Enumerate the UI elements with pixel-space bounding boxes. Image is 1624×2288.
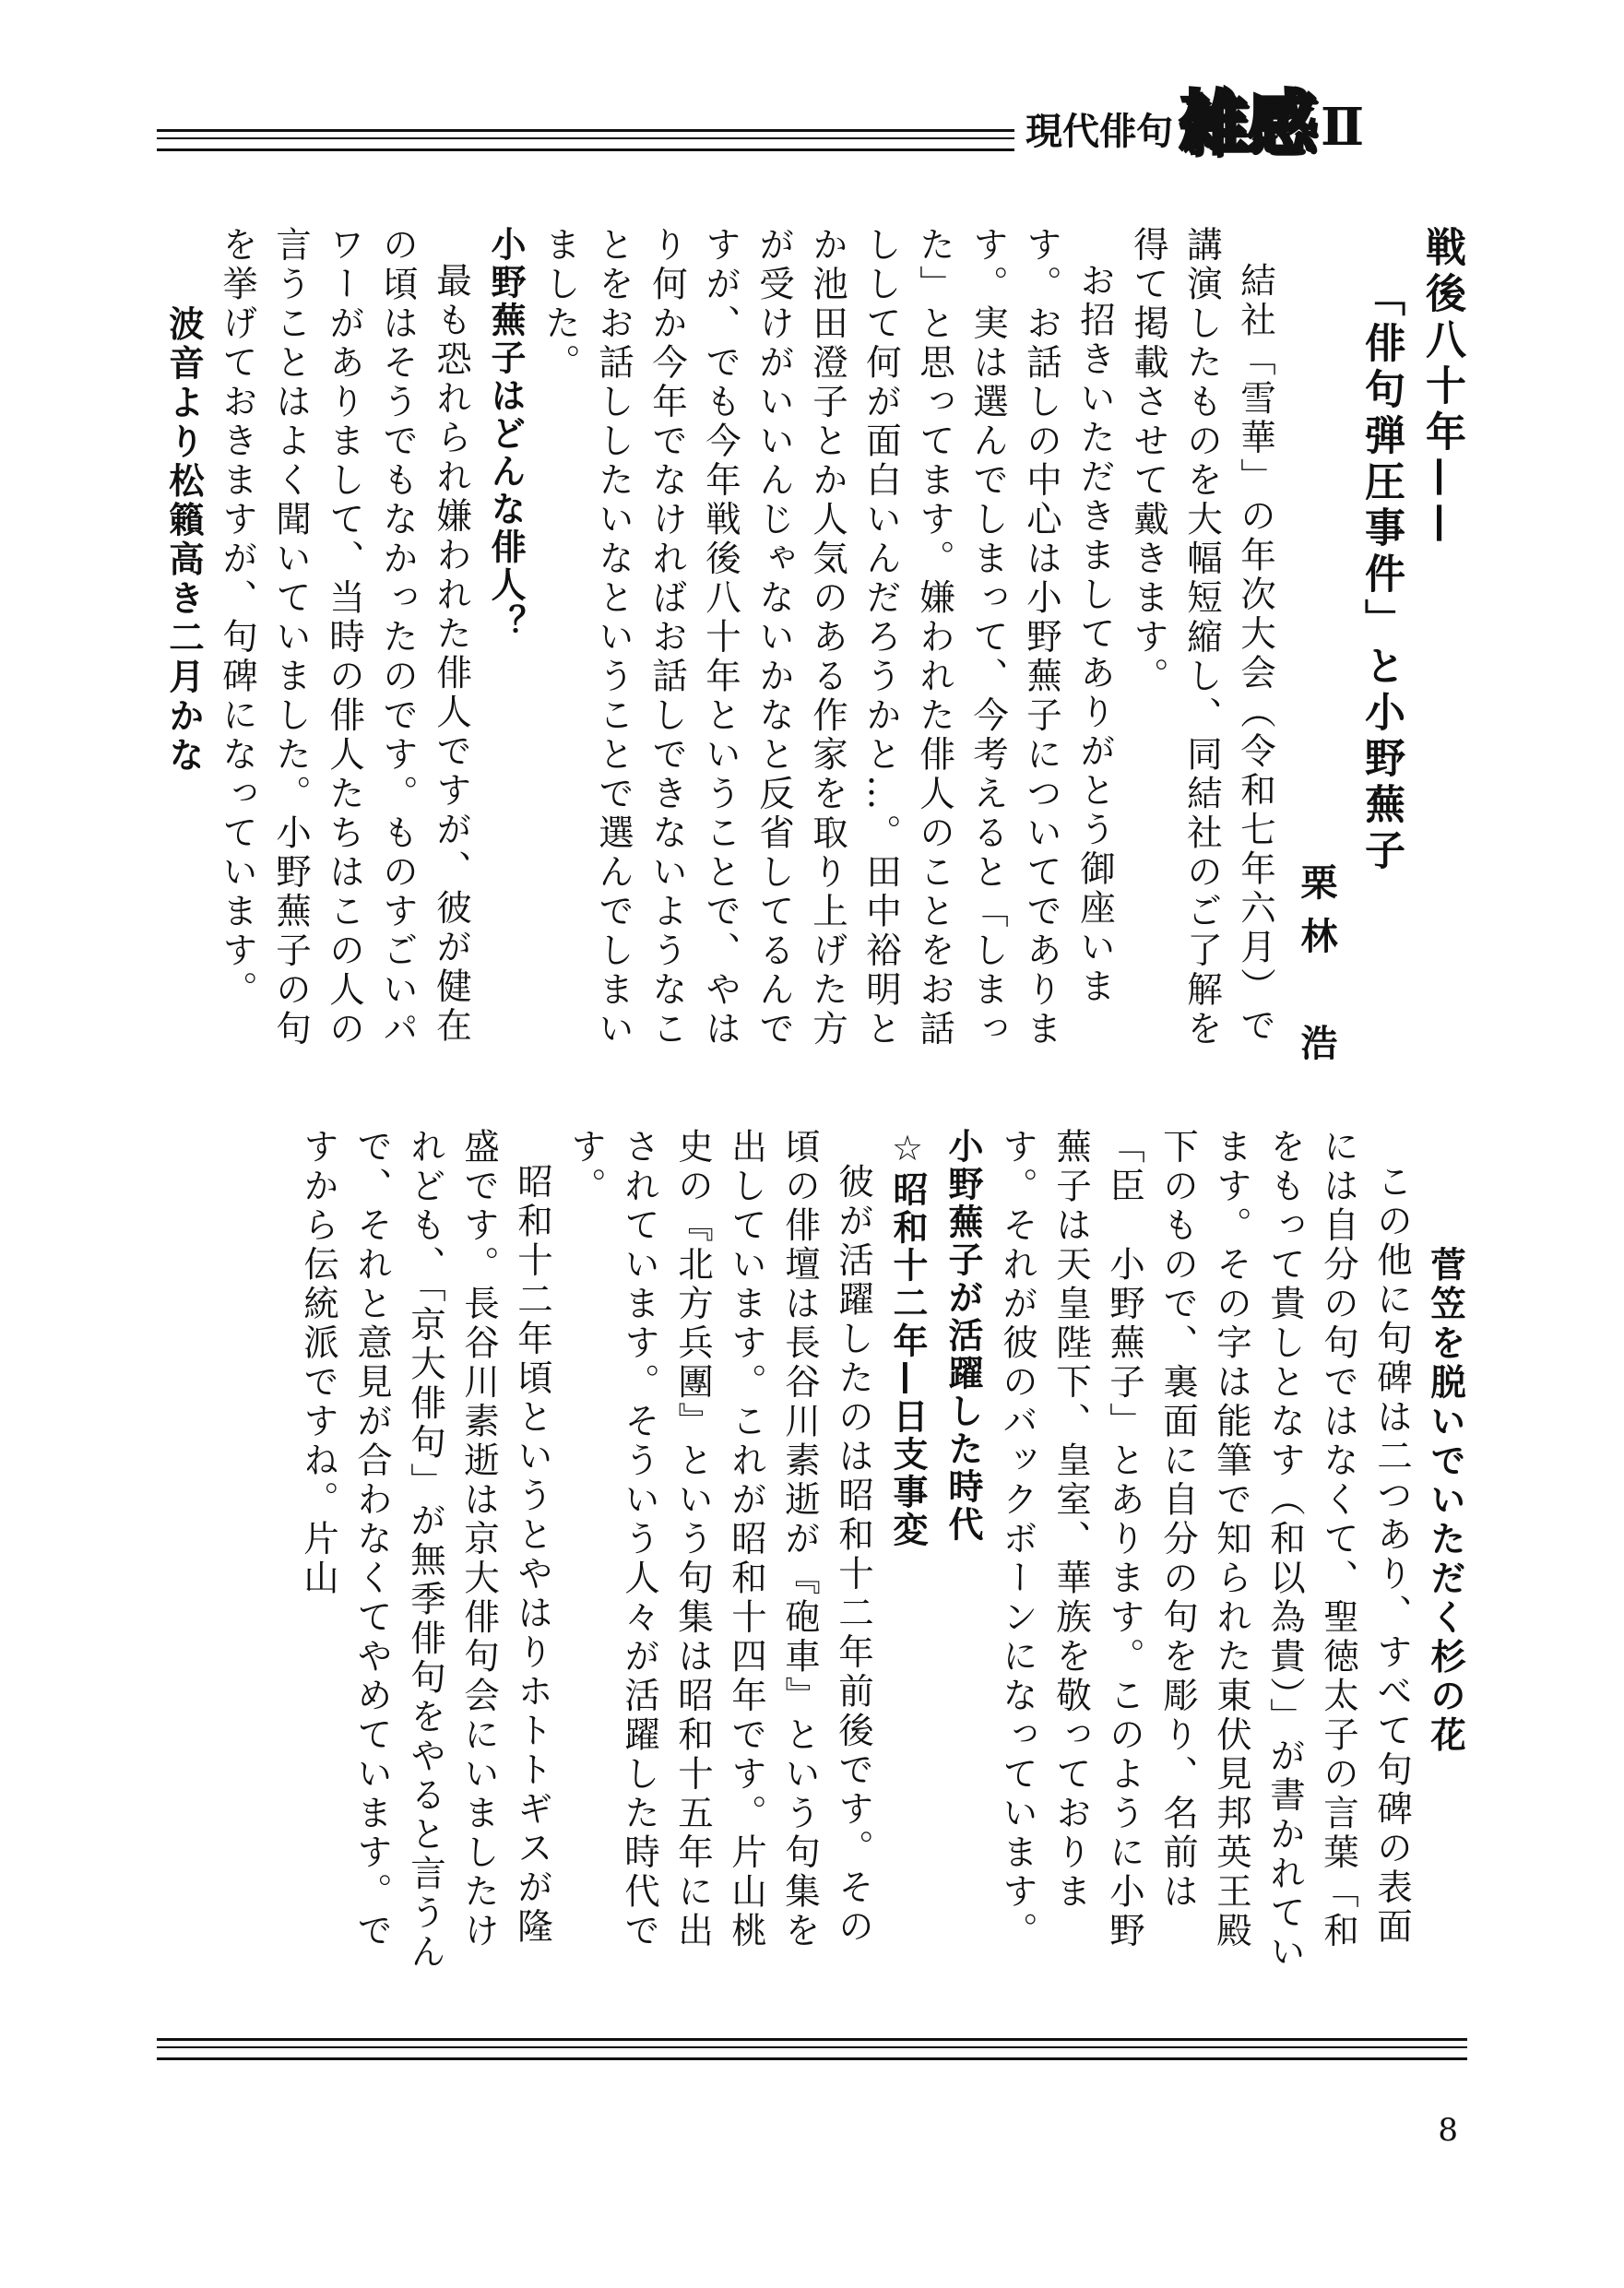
body-paragraph: 最も恐れられ嫌われた俳人ですが、彼が健在の頃はそうでもなかったのです。ものすごいパワーがありまして、当時の俳人たちはこの人の言うことはよく聞いていました。小野蕪子の句を挙げておきますが、句碑になっています。: [217, 226, 472, 1049]
body-paragraph: この他に句碑は二つあり、すべて句碑の表面には自分の句ではなくて、聖徳太子の言葉「和をもって貴しとなす（和以為貴）」が書かれています。その字は能筆で知られた東伏見邦英王殿下のもので、裏面に自分の句を彫り、名前は「臣 小野蕪子」とあります。このように小野蕪子は天皇陛下、皇室、華族を敬っております。それが彼のバックボーンになっています。: [997, 1127, 1413, 1973]
footer-rule: [157, 2038, 1467, 2060]
haiku-line: 波音より松籟高き二月かな: [163, 305, 205, 776]
section-heading: 小野蕪子はどんな俳人？: [485, 226, 526, 642]
section-subheading: ☆昭和十二年—日支事変: [887, 1127, 928, 1549]
page-number: 8: [1438, 2112, 1458, 2149]
author-name: 栗林 浩: [1295, 862, 1337, 1077]
series-title: [1014, 81, 1375, 164]
body-paragraph: 昭和十二年頃というとやはりホトトギスが隆盛です。長谷川素逝は京大俳句会にいましたけれども、「京大俳句」が無季俳句をやると言うんで、それと意見が合わなくてやめています。ですから伝統派ですね。片山: [298, 1127, 553, 1973]
article-title-line-2: 「俳句弾圧事件」と小野蕪子: [1357, 276, 1405, 875]
section-heading: 小野蕪子が活躍した時代: [942, 1127, 983, 1544]
body-paragraph: 彼が活躍したのは昭和十二年前後です。その頃の俳壇は長谷川素逝が『砲車』という句集を出しています。これが昭和十四年です。片山桃史の『北方兵團』という句集は昭和十五年に出されています。そういう人々が活躍した時代です。: [565, 1127, 874, 1950]
page-header: [157, 81, 1485, 164]
article-title-line-1: 戦後八十年——: [1418, 226, 1465, 549]
body-paragraph: お招きいただきましてありがとう御座います。お話しの中心は小野蕪子についてであります。実は選んでしまって、今考えると「しまった」と思ってます。嫌われた俳人のことをお話しして何が面白いんだろうかと…。田中裕明とか池田澄子とか人気のある作家を取り上げた方が受けがいいんじゃないかなと反省してるんですが、でも今年戦後八十年ということで、やはり何か今年でなければお話しできないようなことをお話ししたいなということで選んでしまいました。: [539, 226, 1116, 1049]
series-title-small: 現代俳句: [1025, 111, 1173, 153]
haiku-line: 菅笠を脱いでいただく杉の花: [1425, 1245, 1466, 1755]
article-title: [1282, 226, 1472, 1077]
series-number: Ⅱ: [1321, 97, 1365, 158]
article-body: [144, 226, 1472, 1978]
series-title-big: 雑感: [1179, 82, 1315, 164]
lead-paragraph: 結社「雪華」の年次大会（令和七年六月）で講演したものを大幅短縮し、同結社のご了解を得て掲載させて戴きます。: [1128, 226, 1276, 1049]
